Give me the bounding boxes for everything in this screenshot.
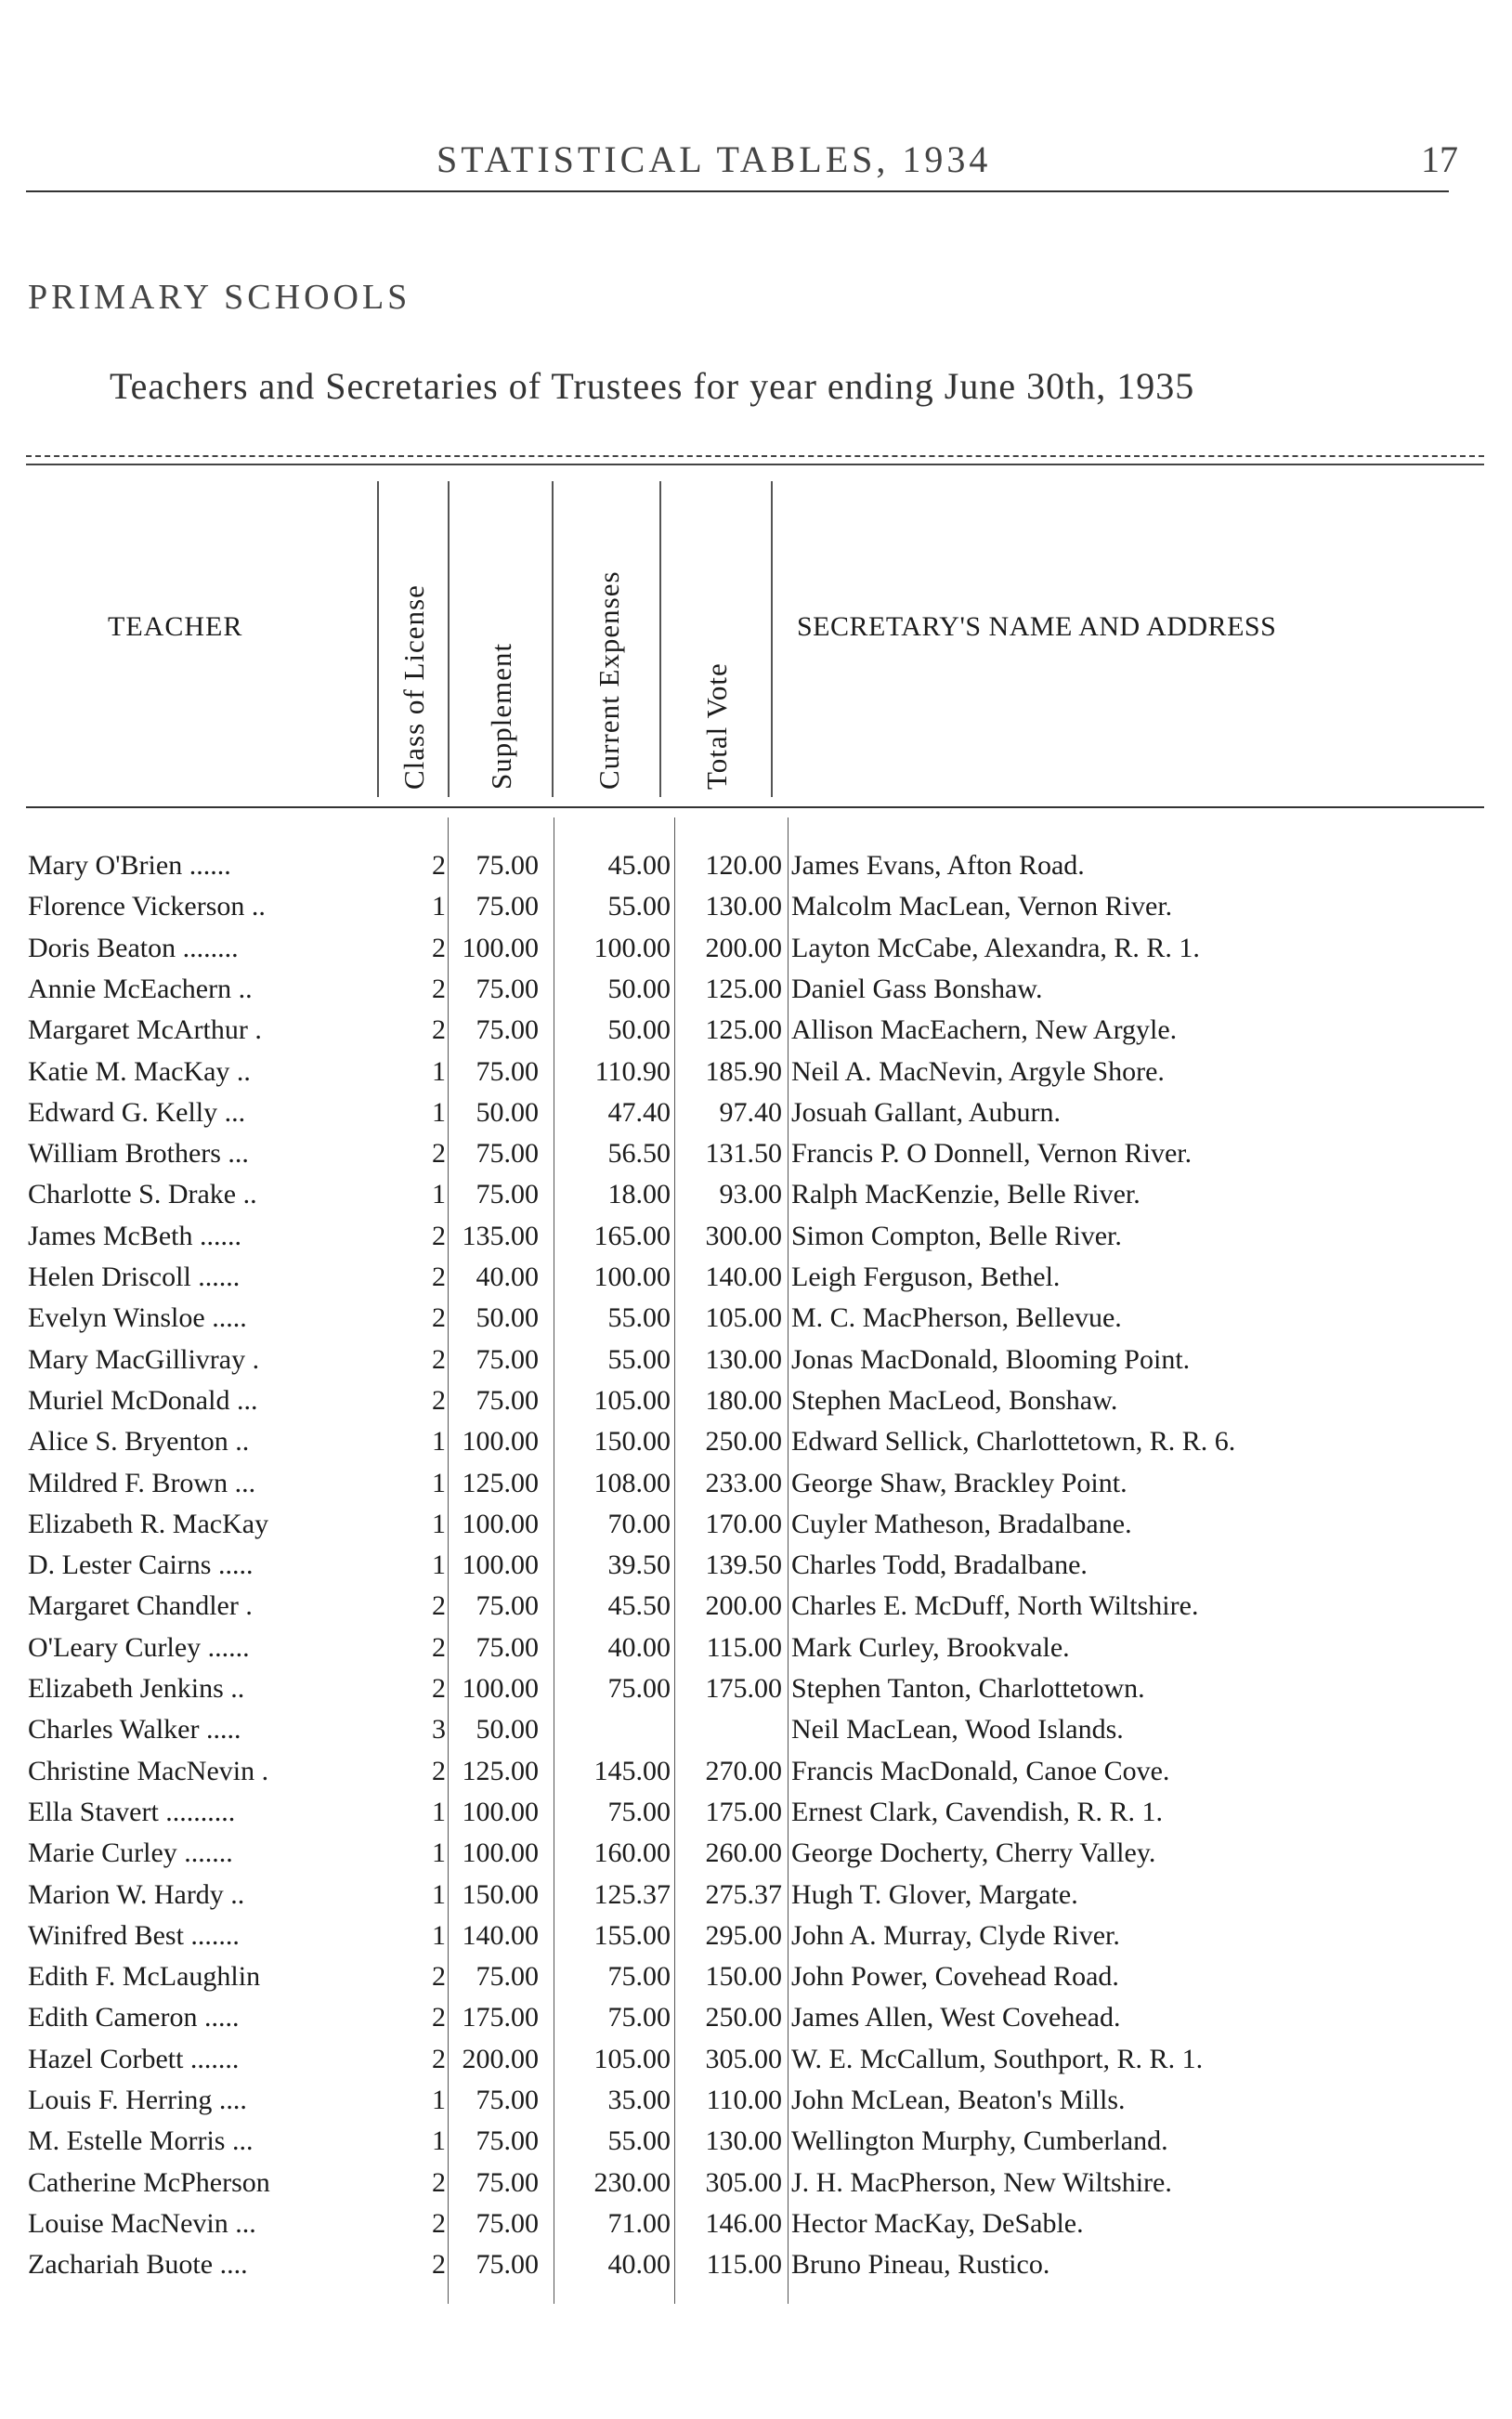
current-expenses-amount: 70.00 (607, 1508, 671, 1539)
table-row (0, 1174, 1512, 1215)
total-vote-amount: 200.00 (705, 1590, 782, 1622)
total-vote-amount: 146.00 (705, 2207, 782, 2239)
license-class: 2 (432, 1138, 446, 1170)
table-row (0, 2203, 1512, 2244)
supplement-amount: 140.00 (462, 1919, 539, 1951)
total-vote-amount: 275.37 (705, 1878, 782, 1910)
secretary-name-address: John McLean, Beaton's Mills. (791, 2085, 1126, 2115)
supplement-amount: 75.00 (476, 2166, 539, 2198)
teacher-name: Helen Driscoll ...... (28, 1262, 241, 1292)
header-total-vote: Total Vote (700, 662, 733, 790)
license-class: 2 (432, 973, 446, 1004)
supplement-amount: 100.00 (462, 1549, 539, 1581)
column-divider (771, 481, 773, 797)
table-row (0, 1298, 1512, 1339)
supplement-amount: 135.00 (462, 1220, 539, 1251)
teacher-name: Elizabeth Jenkins .. (28, 1673, 245, 1704)
current-expenses-amount: 105.00 (593, 1384, 671, 1416)
license-class: 1 (432, 1508, 446, 1539)
teacher-name: O'Leary Curley ...... (28, 1631, 250, 1663)
supplement-amount: 175.00 (462, 2002, 539, 2033)
running-title: STATISTICAL TABLES, 1934 (437, 138, 992, 180)
header-rule (26, 190, 1449, 192)
secretary-name-address: George Docherty, Cherry Valley. (791, 1837, 1156, 1869)
total-vote-amount: 115.00 (706, 1631, 782, 1663)
current-expenses-amount: 71.00 (607, 2207, 671, 2239)
total-vote-amount: 233.00 (705, 1467, 782, 1498)
teacher-name: Edward G. Kelly ... (28, 1096, 246, 1128)
table-row (0, 2080, 1512, 2121)
supplement-amount: 75.00 (476, 1014, 539, 1046)
table-row (0, 1257, 1512, 1298)
secretary-name-address: John Power, Covehead Road. (791, 1961, 1119, 1993)
table-row (0, 1092, 1512, 1133)
header-supplement: Supplement (485, 642, 517, 790)
license-class: 2 (432, 1014, 446, 1046)
current-expenses-amount: 230.00 (593, 2166, 671, 2198)
secretary-name-address: Malcolm MacLean, Vernon River. (791, 891, 1173, 922)
total-vote-amount: 93.00 (719, 1179, 782, 1210)
license-class: 1 (432, 1179, 446, 1210)
teacher-name: Elizabeth R. MacKay (28, 1508, 269, 1539)
teacher-name: Margaret Chandler . (28, 1590, 253, 1622)
license-class: 2 (432, 1631, 446, 1663)
table-row (0, 1380, 1512, 1421)
current-expenses-amount: 50.00 (607, 1014, 671, 1046)
teacher-name: Marion W. Hardy .. (28, 1878, 245, 1910)
table-row (0, 1504, 1512, 1545)
table-top-rule (26, 455, 1484, 457)
teacher-name: Florence Vickerson .. (28, 891, 266, 922)
teacher-name: M. Estelle Morris ... (28, 2125, 254, 2157)
current-expenses-amount: 55.00 (607, 2125, 671, 2157)
supplement-amount: 75.00 (476, 850, 539, 881)
section-title: PRIMARY SCHOOLS (28, 278, 411, 317)
header-class-of-license: Class of License (398, 584, 430, 790)
total-vote-amount: 139.50 (705, 1549, 782, 1581)
supplement-amount: 75.00 (476, 1138, 539, 1170)
supplement-amount: 100.00 (462, 1837, 539, 1869)
table-row (0, 1709, 1512, 1750)
secretary-name-address: Josuah Gallant, Auburn. (791, 1096, 1061, 1128)
teacher-name: Edith F. McLaughlin (28, 1961, 261, 1993)
license-class: 1 (432, 891, 446, 922)
license-class: 2 (432, 1262, 446, 1292)
current-expenses-amount: 40.00 (607, 1631, 671, 1663)
license-class: 2 (432, 2166, 446, 2198)
current-expenses-amount: 47.40 (607, 1096, 671, 1128)
current-expenses-amount: 39.50 (607, 1549, 671, 1581)
total-vote-amount: 170.00 (705, 1508, 782, 1539)
teacher-name: Zachariah Buote .... (28, 2249, 248, 2281)
current-expenses-amount: 55.00 (607, 1343, 671, 1375)
supplement-amount: 100.00 (462, 932, 539, 963)
current-expenses-amount: 75.00 (607, 2002, 671, 2033)
teacher-name: Marie Curley ....... (28, 1837, 233, 1869)
header-teacher: TEACHER (108, 611, 243, 642)
license-class: 2 (432, 2249, 446, 2281)
table-row (0, 1010, 1512, 1051)
current-expenses-amount: 40.00 (607, 2249, 671, 2281)
teacher-name: Katie M. MacKay .. (28, 1055, 251, 1087)
table-row (0, 2039, 1512, 2080)
supplement-amount: 200.00 (462, 2043, 539, 2074)
table-top-rule-second (26, 464, 1484, 465)
supplement-amount: 75.00 (476, 2249, 539, 2281)
total-vote-amount: 295.00 (705, 1919, 782, 1951)
teacher-name: James McBeth ...... (28, 1220, 241, 1251)
secretary-name-address: Mark Curley, Brookvale. (791, 1631, 1070, 1663)
supplement-amount: 100.00 (462, 1796, 539, 1827)
current-expenses-amount: 160.00 (593, 1837, 671, 1869)
table-row (0, 1956, 1512, 1997)
secretary-name-address: James Allen, West Covehead. (791, 2002, 1121, 2033)
teacher-name: William Brothers ... (28, 1138, 249, 1170)
table-row (0, 1545, 1512, 1586)
license-class: 2 (432, 1961, 446, 1993)
column-divider (448, 481, 450, 797)
table-row (0, 1216, 1512, 1257)
secretary-name-address: Francis MacDonald, Canoe Cove. (791, 1755, 1170, 1786)
current-expenses-amount: 45.00 (607, 850, 671, 881)
supplement-amount: 125.00 (462, 1755, 539, 1786)
secretary-name-address: Simon Compton, Belle River. (791, 1220, 1122, 1251)
header-current-expenses: Current Expenses (593, 570, 625, 790)
table-row (0, 2244, 1512, 2285)
page-number: 17 (1421, 138, 1458, 180)
supplement-amount: 100.00 (462, 1508, 539, 1539)
license-class: 2 (432, 932, 446, 963)
header-bottom-rule (26, 806, 1484, 808)
teacher-name: Margaret McArthur . (28, 1014, 262, 1046)
teacher-name: Charles Walker ..... (28, 1714, 241, 1746)
table-row (0, 1586, 1512, 1627)
supplement-amount: 75.00 (476, 891, 539, 922)
teacher-name: Doris Beaton ........ (28, 932, 239, 963)
secretary-name-address: Leigh Ferguson, Bethel. (791, 1262, 1061, 1292)
license-class: 1 (432, 1919, 446, 1951)
column-divider (659, 481, 661, 797)
teacher-name: Muriel McDonald ... (28, 1384, 258, 1416)
total-vote-amount: 97.40 (719, 1096, 782, 1128)
current-expenses-amount: 108.00 (593, 1467, 671, 1498)
supplement-amount: 75.00 (476, 973, 539, 1004)
secretary-name-address: M. C. MacPherson, Bellevue. (791, 1302, 1122, 1334)
license-class: 1 (432, 1096, 446, 1128)
teacher-name: Annie McEachern .. (28, 973, 253, 1004)
supplement-amount: 125.00 (462, 1467, 539, 1498)
secretary-name-address: John A. Murray, Clyde River. (791, 1919, 1120, 1951)
supplement-amount: 75.00 (476, 1961, 539, 1993)
supplement-amount: 75.00 (476, 2085, 539, 2115)
teacher-name: Edith Cameron ..... (28, 2002, 240, 2033)
total-vote-amount: 175.00 (705, 1796, 782, 1827)
total-vote-amount: 150.00 (705, 1961, 782, 1993)
current-expenses-amount: 55.00 (607, 1302, 671, 1334)
total-vote-amount: 125.00 (705, 973, 782, 1004)
current-expenses-amount: 75.00 (607, 1961, 671, 1993)
table-row (0, 1052, 1512, 1092)
table-row (0, 969, 1512, 1010)
teacher-name: Louise MacNevin ... (28, 2207, 256, 2239)
teacher-name: Ella Stavert .......... (28, 1796, 236, 1827)
teacher-name: Hazel Corbett ....... (28, 2043, 240, 2074)
license-class: 2 (432, 1755, 446, 1786)
table-row (0, 1668, 1512, 1709)
license-class: 2 (432, 1590, 446, 1622)
table-row (0, 1875, 1512, 1916)
license-class: 2 (432, 1343, 446, 1375)
secretary-name-address: Neil A. MacNevin, Argyle Shore. (791, 1055, 1165, 1087)
total-vote-amount: 131.50 (705, 1138, 782, 1170)
total-vote-amount: 180.00 (705, 1384, 782, 1416)
table-row (0, 1133, 1512, 1174)
secretary-name-address: Daniel Gass Bonshaw. (791, 973, 1043, 1004)
secretary-name-address: W. E. McCallum, Southport, R. R. 1. (791, 2043, 1204, 2074)
secretary-name-address: Hector MacKay, DeSable. (791, 2207, 1084, 2239)
license-class: 1 (432, 1796, 446, 1827)
current-expenses-amount: 125.37 (593, 1878, 671, 1910)
total-vote-amount: 260.00 (705, 1837, 782, 1869)
secretary-name-address: Wellington Murphy, Cumberland. (791, 2125, 1168, 2157)
table-row (0, 1463, 1512, 1504)
supplement-amount: 75.00 (476, 1179, 539, 1210)
teacher-name: Evelyn Winsloe ..... (28, 1302, 247, 1334)
secretary-name-address: Allison MacEachern, New Argyle. (791, 1014, 1178, 1046)
table-row (0, 2121, 1512, 2162)
current-expenses-amount: 165.00 (593, 1220, 671, 1251)
secretary-name-address: Charles E. McDuff, North Wiltshire. (791, 1590, 1199, 1622)
license-class: 1 (432, 1878, 446, 1910)
license-class: 2 (432, 850, 446, 881)
teacher-name: Mary MacGillivray . (28, 1343, 260, 1375)
total-vote-amount: 175.00 (705, 1673, 782, 1704)
current-expenses-amount: 50.00 (607, 973, 671, 1004)
secretary-name-address: Francis P. O Donnell, Vernon River. (791, 1138, 1193, 1170)
supplement-amount: 40.00 (476, 1262, 539, 1292)
table-row (0, 1628, 1512, 1668)
total-vote-amount: 185.90 (705, 1055, 782, 1087)
license-class: 2 (432, 2207, 446, 2239)
total-vote-amount: 270.00 (705, 1755, 782, 1786)
secretary-name-address: Bruno Pineau, Rustico. (791, 2249, 1050, 2281)
teacher-name: Christine MacNevin . (28, 1755, 269, 1786)
teacher-name: Mary O'Brien ...... (28, 850, 231, 881)
secretary-name-address: Hugh T. Glover, Margate. (791, 1878, 1078, 1910)
secretary-name-address: George Shaw, Brackley Point. (791, 1467, 1127, 1498)
supplement-amount: 100.00 (462, 1426, 539, 1458)
secretary-name-address: Ralph MacKenzie, Belle River. (791, 1179, 1141, 1210)
total-vote-amount: 110.00 (706, 2085, 782, 2115)
license-class: 2 (432, 2002, 446, 2033)
current-expenses-amount: 145.00 (593, 1755, 671, 1786)
teacher-name: Alice S. Bryenton .. (28, 1426, 250, 1458)
header-secretary: SECRETARY'S NAME AND ADDRESS (797, 611, 1277, 642)
secretary-name-address: Layton McCabe, Alexandra, R. R. 1. (791, 932, 1200, 963)
table-row (0, 2163, 1512, 2203)
table-row (0, 1916, 1512, 1956)
total-vote-amount: 105.00 (705, 1302, 782, 1334)
license-class: 1 (432, 2125, 446, 2157)
supplement-amount: 150.00 (462, 1878, 539, 1910)
license-class: 2 (432, 1302, 446, 1334)
current-expenses-amount: 105.00 (593, 2043, 671, 2074)
license-class: 2 (432, 1384, 446, 1416)
total-vote-amount: 130.00 (705, 2125, 782, 2157)
table-subtitle: Teachers and Secretaries of Trustees for year ending June 30th, 1935 (110, 365, 1195, 407)
license-class: 2 (432, 1220, 446, 1251)
table-row (0, 1792, 1512, 1833)
current-expenses-amount: 150.00 (593, 1426, 671, 1458)
total-vote-amount: 300.00 (705, 1220, 782, 1251)
current-expenses-amount: 110.90 (594, 1055, 671, 1087)
supplement-amount: 75.00 (476, 1055, 539, 1087)
secretary-name-address: Stephen Tanton, Charlottetown. (791, 1673, 1145, 1704)
current-expenses-amount: 75.00 (607, 1673, 671, 1704)
license-class: 1 (432, 2085, 446, 2115)
table-row (0, 1997, 1512, 2038)
supplement-amount: 75.00 (476, 1590, 539, 1622)
table-row (0, 1751, 1512, 1792)
supplement-amount: 75.00 (476, 1343, 539, 1375)
supplement-amount: 50.00 (476, 1096, 539, 1128)
teacher-name: Catherine McPherson (28, 2166, 270, 2198)
current-expenses-amount: 18.00 (607, 1179, 671, 1210)
total-vote-amount: 115.00 (706, 2249, 782, 2281)
secretary-name-address: Cuyler Matheson, Bradalbane. (791, 1508, 1132, 1539)
table-row (0, 1833, 1512, 1874)
current-expenses-amount: 155.00 (593, 1919, 671, 1951)
secretary-name-address: Edward Sellick, Charlottetown, R. R. 6. (791, 1426, 1236, 1458)
table-row (0, 928, 1512, 969)
table-row (0, 1421, 1512, 1462)
secretary-name-address: Neil MacLean, Wood Islands. (791, 1714, 1124, 1746)
column-divider (377, 481, 379, 797)
license-class: 1 (432, 1837, 446, 1869)
total-vote-amount: 305.00 (705, 2166, 782, 2198)
total-vote-amount: 130.00 (705, 1343, 782, 1375)
table-row (0, 886, 1512, 927)
license-class: 2 (432, 1673, 446, 1704)
secretary-name-address: Jonas MacDonald, Blooming Point. (791, 1343, 1191, 1375)
current-expenses-amount: 75.00 (607, 1796, 671, 1827)
license-class: 1 (432, 1467, 446, 1498)
secretary-name-address: J. H. MacPherson, New Wiltshire. (791, 2166, 1172, 2198)
total-vote-amount: 250.00 (705, 2002, 782, 2033)
license-class: 1 (432, 1549, 446, 1581)
table-row (0, 1340, 1512, 1380)
license-class: 2 (432, 2043, 446, 2074)
total-vote-amount: 140.00 (705, 1262, 782, 1292)
current-expenses-amount: 56.50 (607, 1138, 671, 1170)
total-vote-amount: 120.00 (705, 850, 782, 881)
supplement-amount: 75.00 (476, 2207, 539, 2239)
supplement-amount: 75.00 (476, 1631, 539, 1663)
teacher-name: Louis F. Herring .... (28, 2085, 247, 2115)
supplement-amount: 100.00 (462, 1673, 539, 1704)
total-vote-amount: 305.00 (705, 2043, 782, 2074)
current-expenses-amount: 35.00 (607, 2085, 671, 2115)
current-expenses-amount: 55.00 (607, 891, 671, 922)
teacher-name: Charlotte S. Drake .. (28, 1179, 257, 1210)
secretary-name-address: Charles Todd, Bradalbane. (791, 1549, 1088, 1581)
secretary-name-address: Ernest Clark, Cavendish, R. R. 1. (791, 1796, 1163, 1827)
supplement-amount: 50.00 (476, 1302, 539, 1334)
license-class: 1 (432, 1426, 446, 1458)
teacher-name: Winifred Best ....... (28, 1919, 240, 1951)
total-vote-amount: 200.00 (705, 932, 782, 963)
license-class: 3 (432, 1714, 446, 1746)
supplement-amount: 75.00 (476, 1384, 539, 1416)
table-row (0, 845, 1512, 886)
total-vote-amount: 130.00 (705, 891, 782, 922)
teacher-name: Mildred F. Brown ... (28, 1467, 256, 1498)
current-expenses-amount: 100.00 (593, 1262, 671, 1292)
teacher-name: D. Lester Cairns ..... (28, 1549, 254, 1581)
column-divider (552, 481, 554, 797)
supplement-amount: 75.00 (476, 2125, 539, 2157)
total-vote-amount: 250.00 (705, 1426, 782, 1458)
supplement-amount: 50.00 (476, 1714, 539, 1746)
current-expenses-amount: 100.00 (593, 932, 671, 963)
current-expenses-amount: 45.50 (607, 1590, 671, 1622)
total-vote-amount: 125.00 (705, 1014, 782, 1046)
secretary-name-address: James Evans, Afton Road. (791, 850, 1085, 881)
secretary-name-address: Stephen MacLeod, Bonshaw. (791, 1384, 1118, 1416)
license-class: 1 (432, 1055, 446, 1087)
